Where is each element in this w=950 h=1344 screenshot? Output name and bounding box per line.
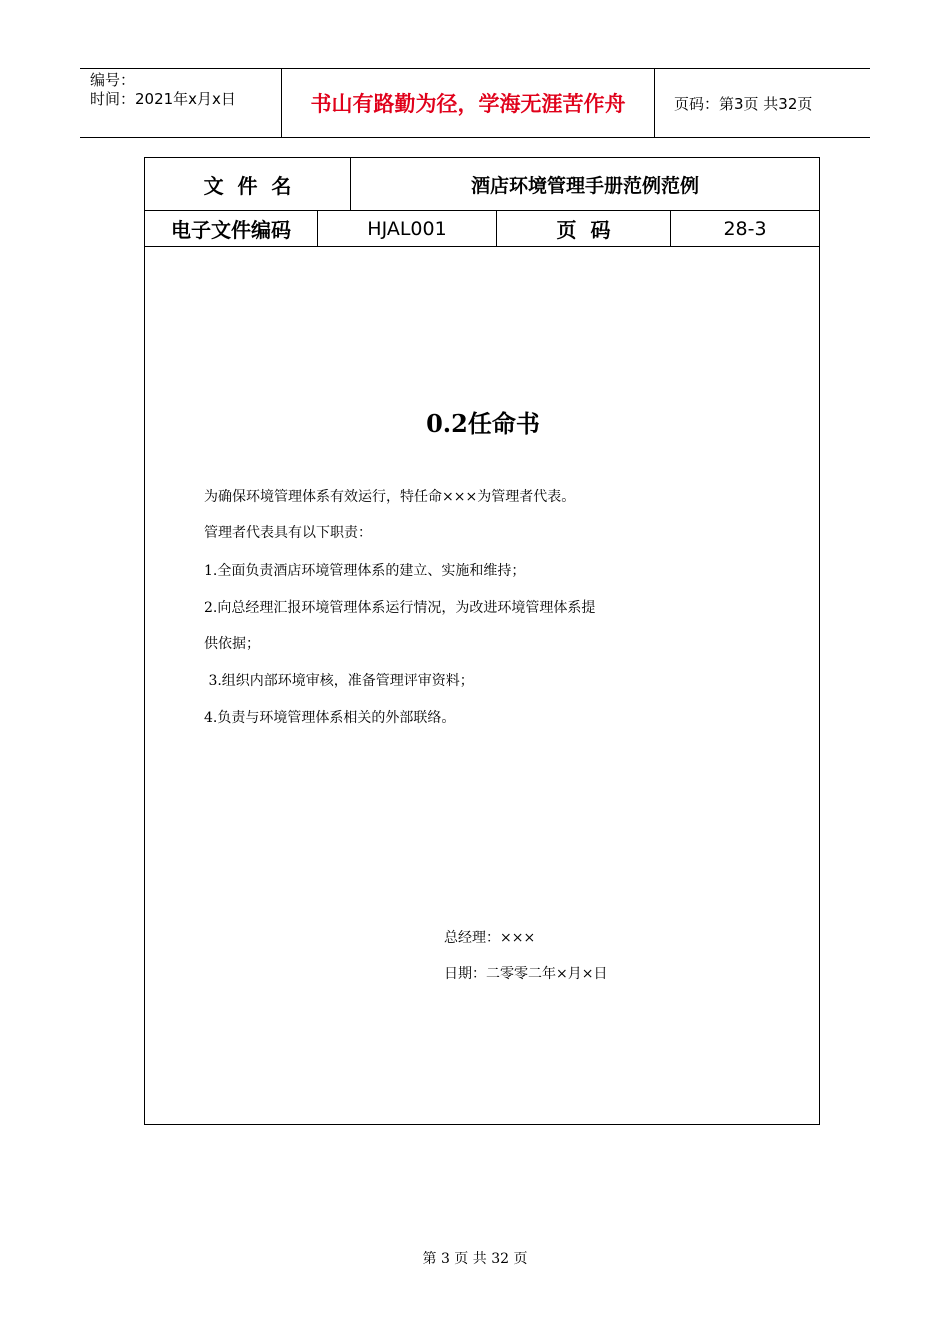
paragraph: 4.负责与环境管理体系相关的外部联络。	[204, 710, 456, 726]
paragraph: 为确保环境管理体系有效运行，特任命×××为管理者代表。	[204, 489, 576, 505]
page-label: 页 码	[556, 218, 611, 242]
time-label: 时间：2021年x月x日	[90, 90, 236, 108]
header-meta	[80, 69, 280, 137]
file-code-row	[145, 211, 819, 247]
file-code-value: HJAL001	[367, 217, 447, 240]
file-name-value: 酒店环境管理手册范例范例	[470, 174, 699, 197]
page-header	[80, 68, 870, 138]
paragraph: 供依据；	[204, 636, 260, 652]
paragraph: 1.全面负责酒店环境管理体系的建立、实施和维持；	[204, 563, 526, 579]
document-frame	[144, 157, 820, 1125]
signature-manager: 总经理：×××	[444, 930, 536, 946]
header-page-info: 页码：第3页 共32页	[674, 94, 813, 113]
number-label: 编号：	[90, 71, 136, 89]
paragraph: 管理者代表具有以下职责：	[204, 525, 372, 541]
page-footer: 第 3 页 共 32 页	[422, 1251, 528, 1267]
file-name-row	[145, 158, 819, 211]
signature-date: 日期：二零零二年×月×日	[444, 966, 608, 982]
document-title: 0.2任命书	[426, 409, 540, 438]
paragraph: 2.向总经理汇报环境管理体系运行情况，为改进环境管理体系提	[204, 600, 596, 616]
paragraph: 3.组织内部环境审核，准备管理评审资料；	[204, 673, 474, 689]
file-code-label: 电子文件编码	[171, 218, 291, 242]
header-motto: 书山有路勤为径，学海无涯苦作舟	[310, 91, 626, 116]
page-value: 28-3	[723, 217, 767, 240]
file-name-label: 文 件 名	[203, 173, 292, 198]
